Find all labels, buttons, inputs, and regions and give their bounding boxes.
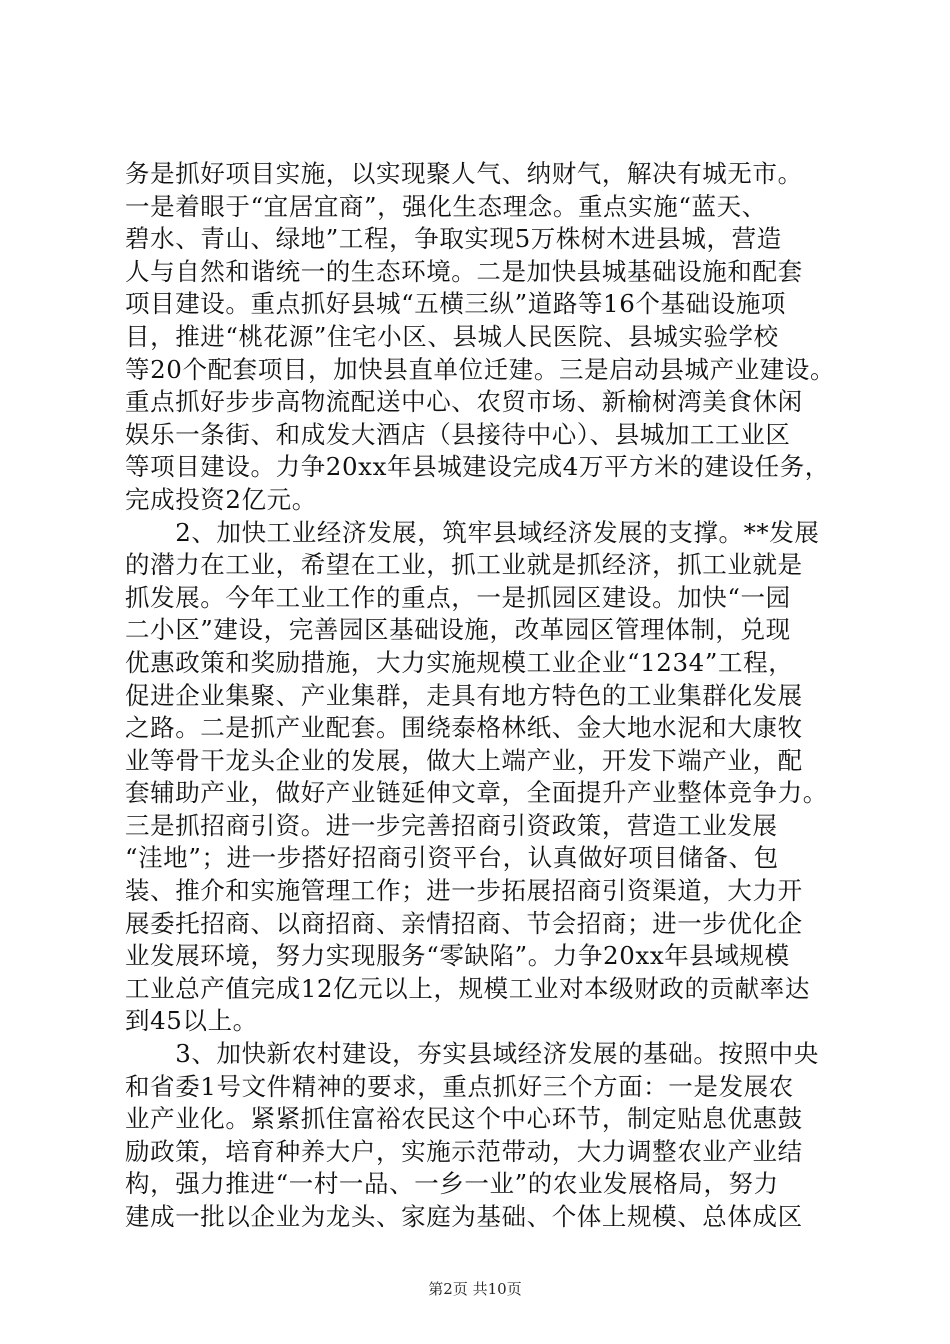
text-line: 目，推进“桃花源”住宅小区、县城人民医院、县城实验学校 [125,321,779,351]
text-line: 促进企业集聚、产业集群，走具有地方特色的工业集群化发展 [125,680,803,710]
text-line: 三是抓招商引资。进一步完善招商引资政策，营造工业发展 [125,810,778,840]
text-line: 优惠政策和奖励措施，大力实施规模工业企业“1234”工程， [125,647,794,677]
text-line: “洼地”；进一步搭好招商引资平台，认真做好项目储备、包 [125,843,779,873]
text-line: 装、推介和实施管理工作；进一步拓展招商引资渠道，大力开 [125,876,803,906]
text-line: 等20个配套项目，加快县直单位迁建。三是启动县城产业建设。 [125,354,835,384]
text-line: 和省委1号文件精神的要求，重点抓好三个方面：一是发展农 [125,1071,794,1101]
text-line: 套辅助产业，做好产业链延伸文章，全面提升产业整体竞争力。 [125,778,828,808]
text-line: 娱乐一条街、和成发大酒店（县接待中心）、县城加工工业区 [125,419,791,449]
body-text [125,158,835,1234]
text-line: 3、加快新农村建设，夯实县域经济发展的基础。按照中央 [125,1039,819,1069]
text-line: 2、加快工业经济发展，筑牢县域经济发展的支撑。**发展 [125,517,820,547]
text-line: 业发展环境，努力实现服务“零缺陷”。力争20xx年县域规模 [125,941,790,971]
text-line: 二小区”建设，完善园区基础设施，改革园区管理体制，兑现 [125,615,791,645]
text-line: 完成投资2亿元。 [125,484,317,514]
text-line: 项目建设。重点抓好县城“五横三纵”道路等16个基础设施项 [125,289,787,319]
text-line: 构，强力推进“一村一品、一乡一业”的农业发展格局，努力 [125,1169,779,1199]
text-line: 展委托招商、以商招商、亲情招商、节会招商；进一步优化企 [125,908,803,938]
text-line: 建成一批以企业为龙头、家庭为基础、个体上规模、总体成区 [125,1202,803,1231]
text-line: 务是抓好项目实施，以实现聚人气、纳财气，解决有城无市。 [125,159,803,188]
text-line: 的潜力在工业，希望在工业，抓工业就是抓经济，抓工业就是 [125,550,803,580]
text-line: 励政策，培育种养大户，实施示范带动，大力调整农业产业结 [125,1136,803,1166]
text-line: 人与自然和谐统一的生态环境。二是加快县城基础设施和配套 [125,256,803,286]
text-line: 抓发展。今年工业工作的重点，一是抓园区建设。加快“一园 [125,582,791,612]
text-line: 到45以上。 [125,1006,258,1036]
text-line: 碧水、青山、绿地”工程，争取实现5万株树木进县城，营造 [125,224,782,254]
text-line: 重点抓好步步高物流配送中心、农贸市场、新榆树湾美食休闲 [125,387,803,417]
text-line: 等项目建设。力争20xx年县城建设完成4万平方米的建设任务， [125,452,830,482]
page-footer: 第2页 共10页 [428,1280,522,1298]
text-line: 业产业化。紧紧抓住富裕农民这个中心环节，制定贴息优惠鼓 [125,1104,803,1134]
text-line: 一是着眼于“宜居宜商”，强化生态理念。重点实施“蓝天、 [125,191,767,221]
text-line: 工业总产值完成12亿元以上，规模工业对本级财政的贡献率达 [125,973,810,1003]
text-line: 之路。二是抓产业配套。围绕泰格林纸、金大地水泥和大康牧 [125,713,803,743]
text-line: 业等骨干龙头企业的发展，做大上端产业，开发下端产业，配 [125,745,803,775]
